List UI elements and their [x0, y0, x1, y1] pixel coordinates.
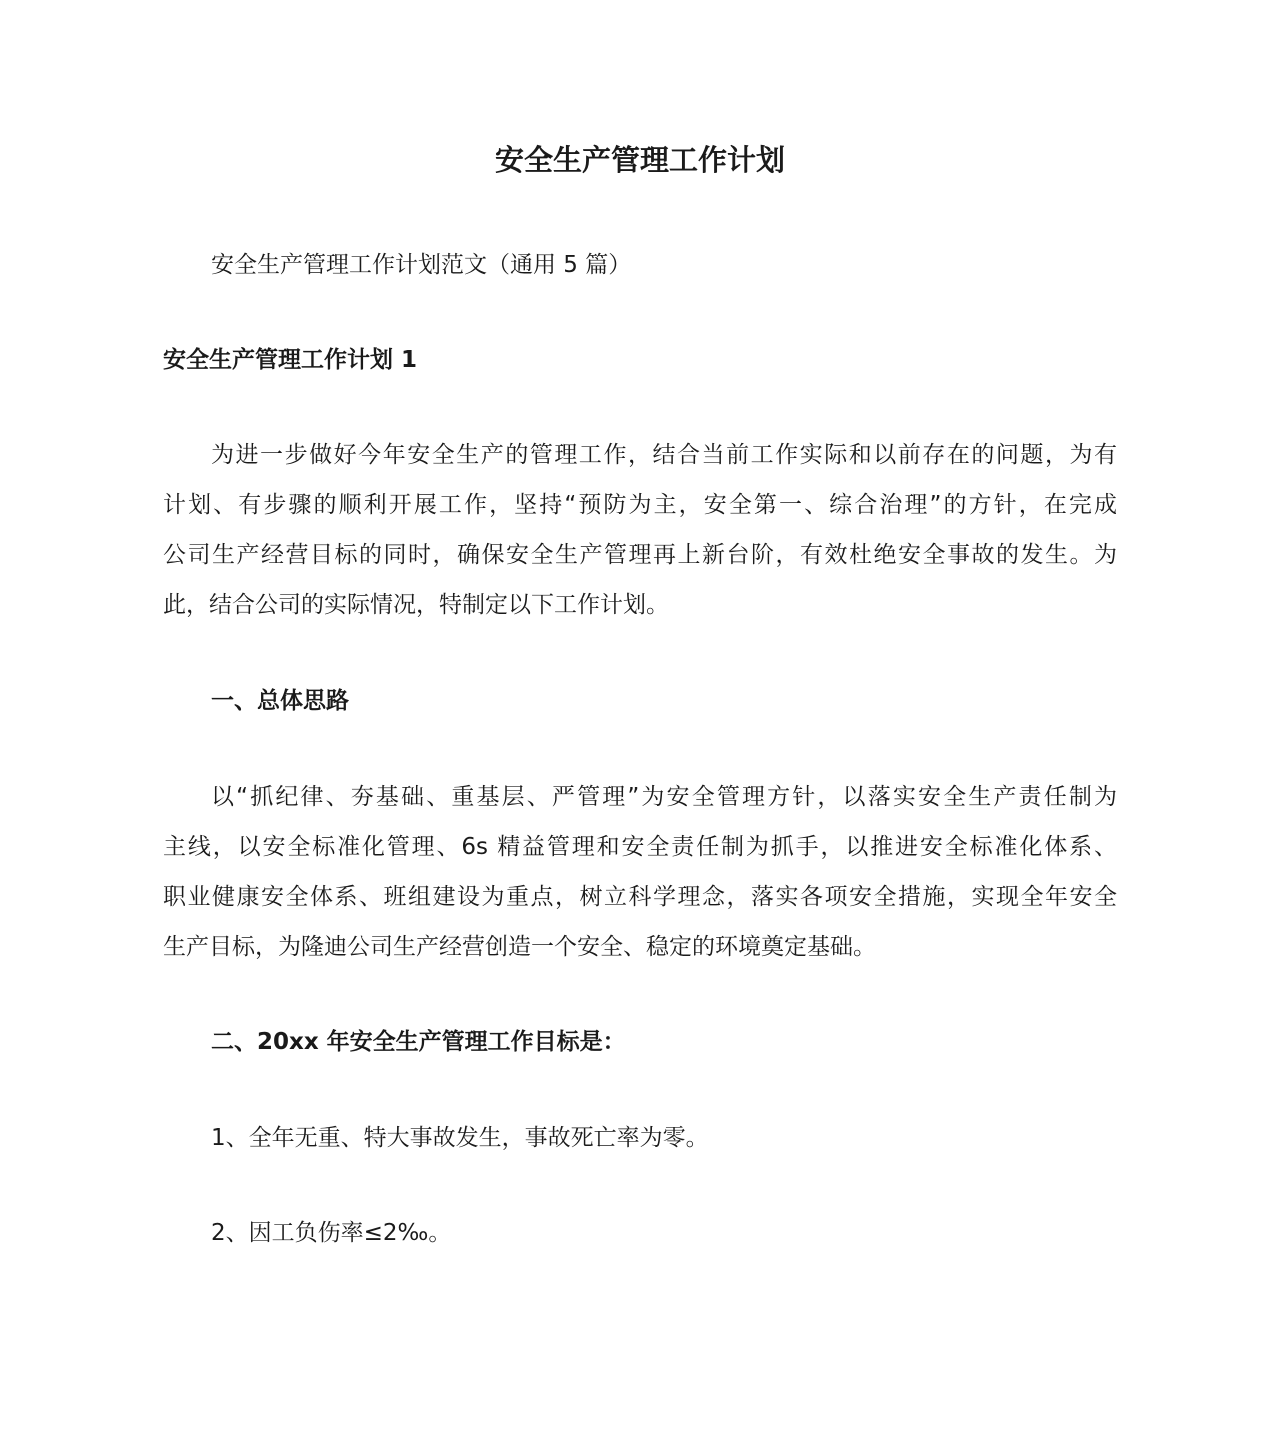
paragraph-line: 职业健康安全体系、班组建设为重点，树立科学理念，落实各项安全措施，实现全年安全 — [163, 884, 1117, 910]
heading-goals: 二、20xx 年安全生产管理工作目标是： — [211, 1029, 626, 1055]
paragraph-line: 公司生产经营目标的同时，确保安全生产管理再上新台阶，有效杜绝安全事故的发生。为 — [163, 542, 1117, 568]
heading-overall-idea: 一、总体思路 — [211, 688, 349, 714]
section-heading: 安全生产管理工作计划 1 — [163, 347, 418, 373]
list-item: 1、全年无重、特大事故发生，事故死亡率为零。 — [211, 1125, 709, 1151]
paragraph-line: 此，结合公司的实际情况，特制定以下工作计划。 — [163, 592, 669, 618]
paragraph-line: 生产目标，为隆迪公司生产经营创造一个安全、稳定的环境奠定基础。 — [163, 934, 876, 960]
subtitle: 安全生产管理工作计划范文（通用 5 篇） — [211, 252, 632, 278]
paragraph-line: 为进一步做好今年安全生产的管理工作，结合当前工作实际和以前存在的问题，为有 — [211, 442, 1117, 468]
paragraph-line: 以“抓纪律、夯基础、重基层、严管理”为安全管理方针，以落实安全生产责任制为 — [211, 784, 1117, 810]
list-item: 2、因工负伤率≤2‰。 — [211, 1220, 452, 1246]
paragraph-line: 主线，以安全标准化管理、6s 精益管理和安全责任制为抓手，以推进安全标准化体系、 — [163, 834, 1117, 860]
document-title: 安全生产管理工作计划 — [494, 143, 785, 177]
paragraph-line: 计划、有步骤的顺利开展工作，坚持“预防为主，安全第一、综合治理”的方针，在完成 — [163, 492, 1117, 518]
